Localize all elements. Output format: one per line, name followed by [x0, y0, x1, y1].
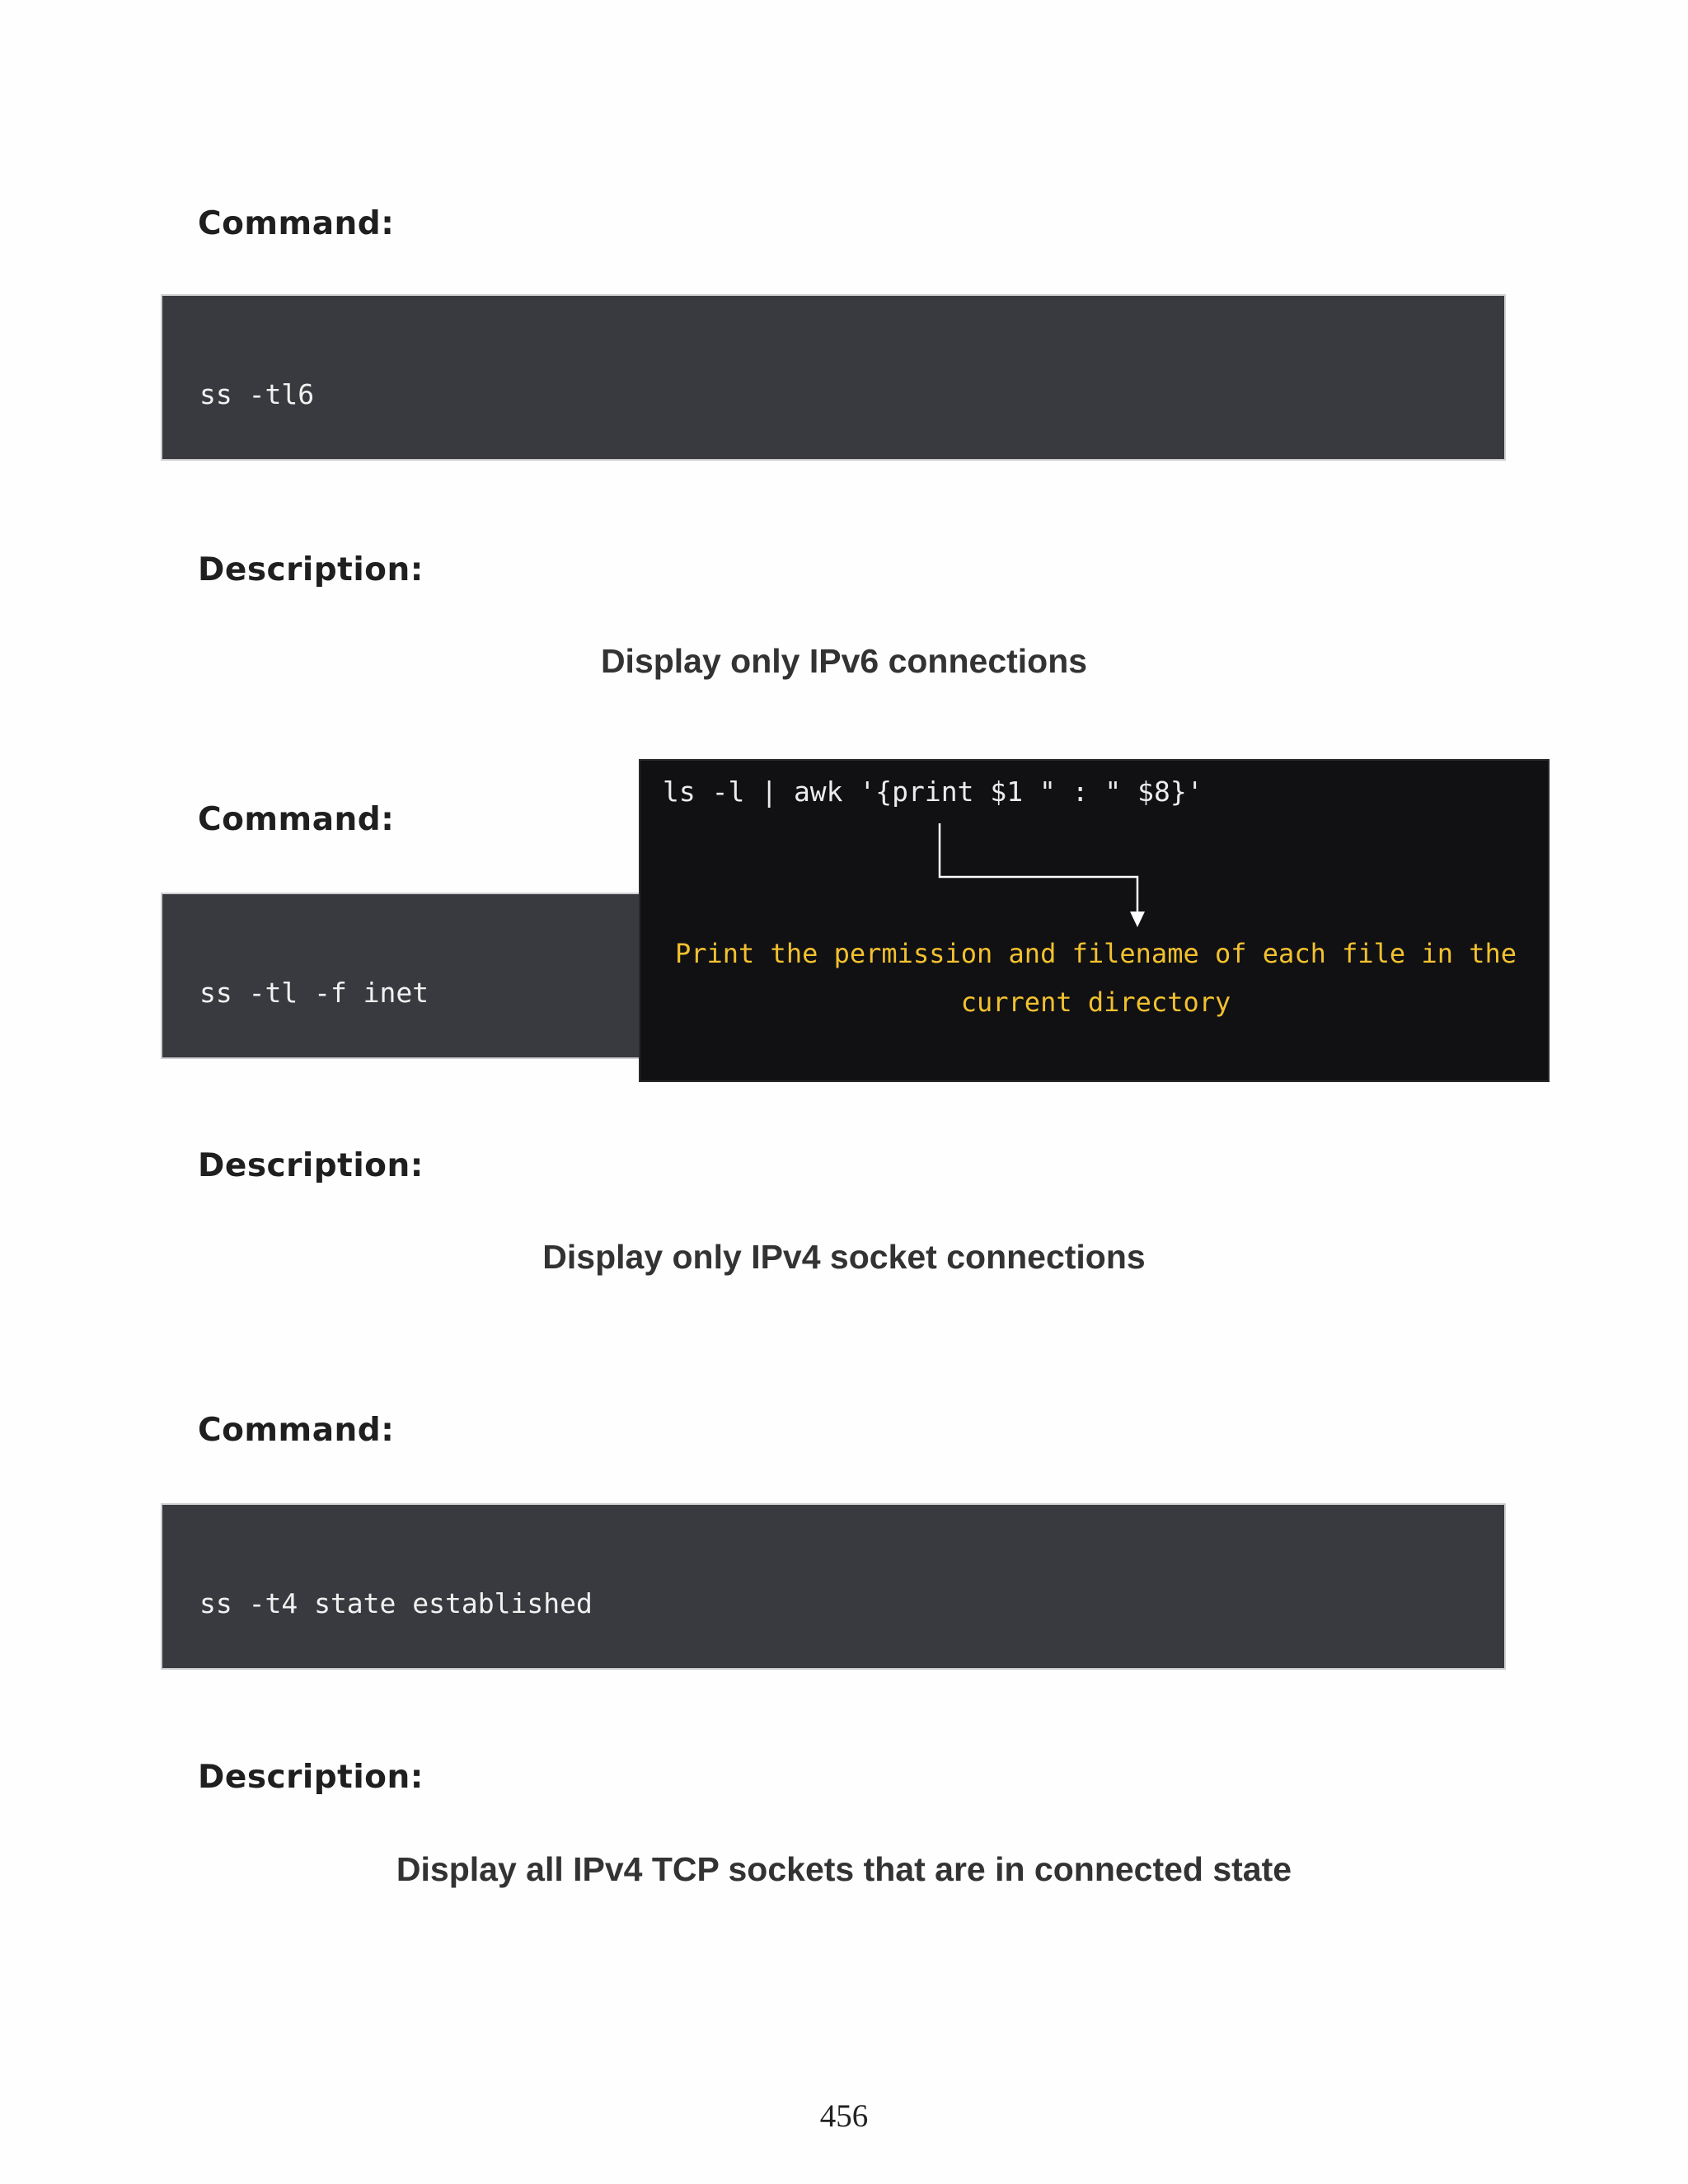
awk-explanation-card: [639, 759, 1550, 1082]
description-text: Display all IPv4 TCP sockets that are in connected state: [396, 1850, 1292, 1888]
description-label: Description:: [198, 1759, 424, 1796]
description-label: Description:: [198, 551, 424, 588]
description-text: Display only IPv6 connections: [600, 642, 1088, 680]
command-label: Command:: [198, 1412, 395, 1449]
command-text: ss -tl -f inet: [199, 977, 429, 1009]
pointer-arrow-icon: [640, 761, 1551, 1084]
command-code-block[interactable]: [161, 1503, 1506, 1670]
command-text: ss -tl6: [199, 378, 315, 410]
page-number: 456: [819, 2098, 869, 2134]
command-code-block[interactable]: [161, 294, 1506, 461]
command-label: Command:: [198, 801, 395, 838]
awk-explanation-note: Print the permission and filename of each file in the current directory: [674, 938, 1517, 1018]
command-text: ss -t4 state established: [199, 1587, 593, 1619]
description-label: Description:: [198, 1147, 424, 1184]
command-label: Command:: [198, 205, 395, 242]
awk-command-text: ls -l | awk '{print $1 " : " $8}': [663, 776, 1203, 808]
description-text: Display only IPv4 socket connections: [542, 1238, 1146, 1276]
